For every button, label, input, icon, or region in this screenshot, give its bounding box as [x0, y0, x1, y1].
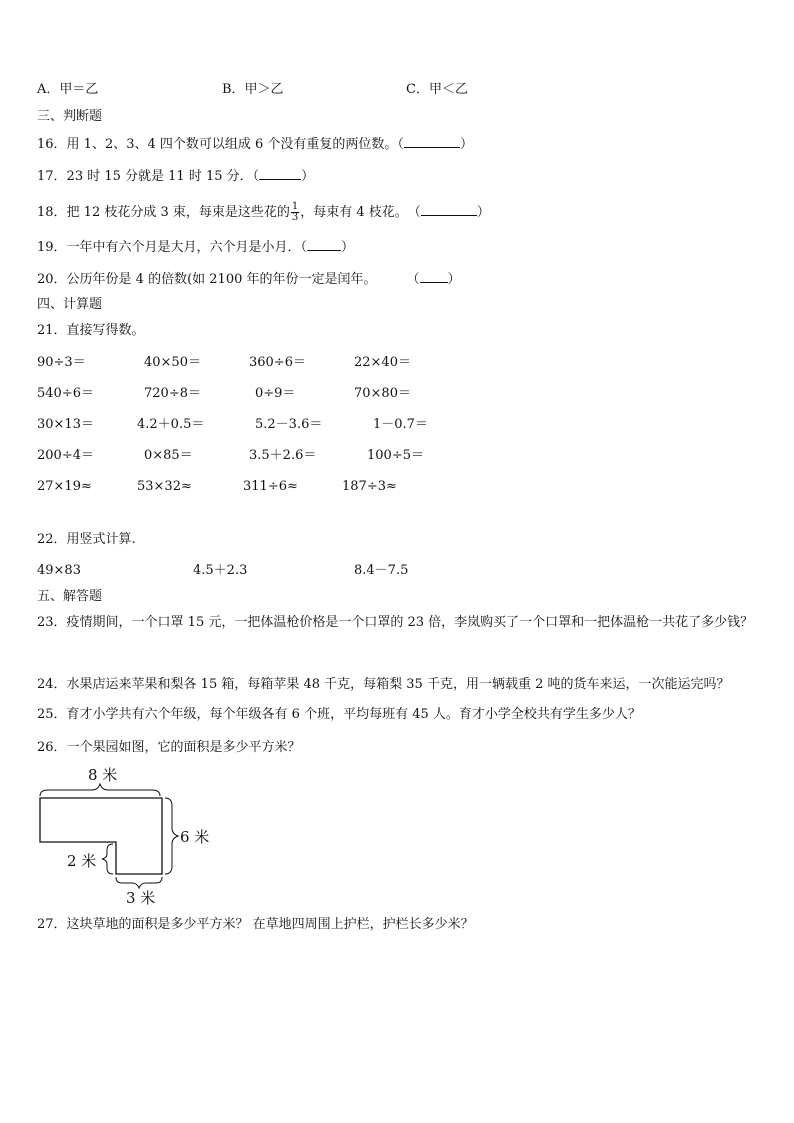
calc-item: 311÷6≈	[243, 479, 298, 494]
calc-item: 540÷6＝	[37, 386, 94, 401]
question-17-close: ）	[301, 169, 315, 184]
label-top: 8 米	[88, 766, 118, 784]
answer-blank[interactable]	[404, 136, 460, 148]
calc-item: 30×13＝	[37, 417, 94, 432]
section-title-word-problems: 五、解答题	[37, 589, 103, 604]
answer-blank[interactable]	[421, 204, 477, 216]
vertical-calc-item: 8.4－7.5	[354, 563, 409, 578]
calc-item: 5.2－3.6＝	[255, 417, 323, 432]
orchard-figure	[30, 760, 260, 910]
vertical-calc-item: 49×83	[37, 563, 81, 578]
question-18-text: 18．把 12 枝花分成 3 束，每束是这些花的	[37, 205, 290, 220]
question-23: 23．疫情期间，一个口罩 15 元，一把体温枪价格是一个口罩的 23 倍，李岚购买了一个口罩和一把体温枪一共花了多少钱？	[37, 615, 754, 630]
fraction-one-third	[291, 202, 299, 223]
question-18	[37, 202, 490, 223]
section-title-calculation: 四、计算题	[37, 297, 103, 312]
l-shape-outline	[40, 798, 162, 874]
question-20-text: 20．公历年份是 4 的倍数(如 2100 年的年份一定是闰年。	[37, 272, 377, 287]
calc-item: 1－0.7＝	[373, 417, 428, 432]
calc-item: 4.2＋0.5＝	[137, 417, 205, 432]
calc-item: 187÷3≈	[342, 479, 397, 494]
calc-item: 40×50＝	[144, 355, 201, 370]
label-bottom: 3 米	[126, 889, 156, 907]
question-27: 27．这块草地的面积是多少平方米？ 在草地四周围上护栏，护栏长多少米？	[37, 917, 474, 932]
question-20-close: ）	[447, 272, 461, 287]
bottom-brace	[116, 877, 162, 888]
question-24: 24．水果店运来苹果和梨各 15 箱，每箱苹果 48 千克，每箱梨 35 千克，用一辆载重 2 吨的货车来运，一次能运完吗？	[37, 677, 730, 692]
answer-blank[interactable]	[307, 239, 341, 251]
question-16-text: 16．用 1、2、3、4 四个数可以组成 6 个没有重复的两位数。（	[37, 137, 404, 152]
question-16	[37, 136, 473, 153]
calc-item: 200÷4＝	[37, 448, 94, 463]
fraction-numerator: 1	[291, 201, 299, 212]
calc-item: 90÷3＝	[37, 355, 86, 370]
left-brace	[102, 844, 113, 874]
question-19-text: 19．一年中有六个月是大月，六个月是小月．（	[37, 240, 308, 255]
top-brace	[40, 784, 160, 796]
calc-item: 27×19≈	[37, 479, 92, 494]
calc-item: 3.5＋2.6＝	[249, 448, 317, 463]
calc-item: 0÷9＝	[255, 386, 296, 401]
option-a: A．甲＝乙	[37, 82, 99, 97]
question-16-close: ）	[459, 137, 473, 152]
calc-item: 70×80＝	[354, 386, 411, 401]
question-26: 26．一个果园如图，它的面积是多少平方米？	[37, 740, 301, 755]
label-left: 2 米	[67, 852, 97, 870]
question-20	[37, 271, 461, 288]
calc-item: 720÷8＝	[144, 386, 201, 401]
question-17-text: 17．23 时 15 分就是 11 时 15 分．（	[37, 169, 260, 184]
right-brace	[165, 798, 178, 874]
question-22-title: 22．用竖式计算.	[37, 532, 136, 547]
question-18-close: ）	[476, 205, 490, 220]
question-21-title: 21．直接写得数。	[37, 323, 145, 338]
question-17	[37, 168, 314, 185]
fraction-denominator: 3	[291, 212, 299, 223]
option-c: C．甲＜乙	[406, 82, 468, 97]
answer-blank[interactable]	[259, 168, 301, 180]
question-25: 25．育才小学共有六个年级，每个年级各有 6 个班，平均每班有 45 人。育才小学全校共有学生多少人？	[37, 707, 641, 722]
question-19-close: ）	[341, 240, 355, 255]
question-18-text-post: ，每束有 4 枝花。 （	[300, 205, 421, 220]
calc-item: 100÷5＝	[367, 448, 424, 463]
calc-item: 360÷6＝	[249, 355, 306, 370]
calc-item: 53×32≈	[137, 479, 192, 494]
label-right: 6 米	[180, 828, 210, 846]
option-b: B．甲＞乙	[222, 82, 284, 97]
section-title-judgement: 三、判断题	[37, 109, 103, 124]
question-20-open: （	[406, 272, 420, 287]
calc-item: 0×85＝	[144, 448, 193, 463]
answer-blank[interactable]	[420, 271, 448, 283]
vertical-calc-item: 4.5＋2.3	[193, 563, 248, 578]
calc-item: 22×40＝	[354, 355, 411, 370]
question-19	[37, 239, 354, 256]
